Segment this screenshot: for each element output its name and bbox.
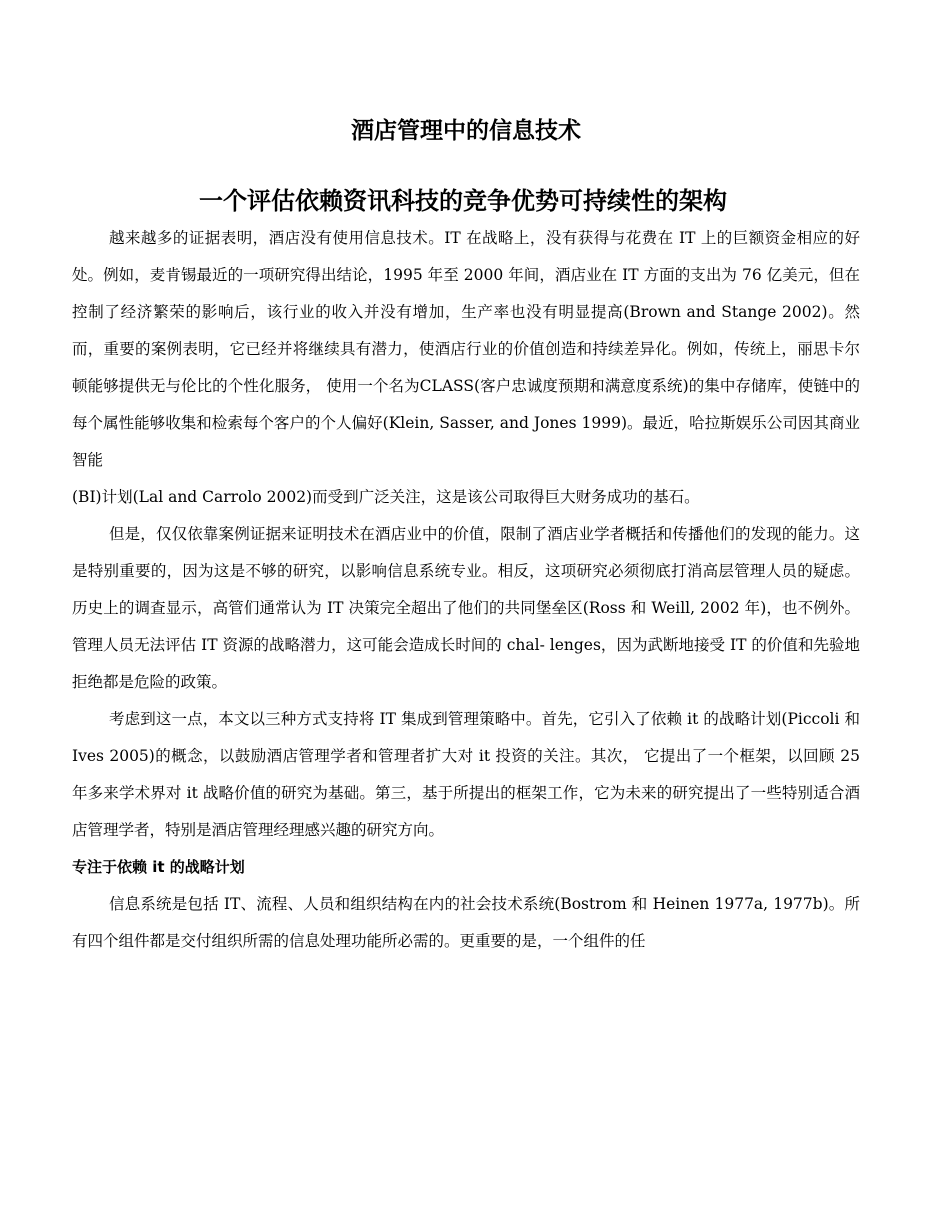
section-heading: 专注于依赖 it 的战略计划 bbox=[72, 858, 245, 876]
paragraph-intro-continued: (BI)计划(Lal and Carrolo 2002)而受到广泛关注，这是该公司取得巨大财务成功的基石。 bbox=[72, 488, 700, 506]
paragraph-information-systems: 信息系统是包括 IT、流程、人员和组织结构在内的社会技术系统(Bostrom 和 Heinen 1977a, 1977b)。所有四个组件都是交付组织所需的信息处理功能所必需的。更重要的是，一个组件的任 bbox=[72, 895, 860, 950]
paragraph-contributions: 考虑到这一点，本文以三种方式支持将 IT 集成到管理策略中。首先，它引入了依赖 it 的战略计划(Piccoli 和Ives 2005)的概念，以鼓励酒店管理学者和管理者扩大对 it 投资的关注。其次， 它提出了一个框架，以回顾 25 年多来学术界对 it 战略价值的研究为基础。第三，基于所提出的框架工作，它为未来的研究提出了一些特别适合酒店管理学者，特别是酒店管理经理感兴趣的研究方向。 bbox=[72, 710, 860, 839]
document-subtitle: 一个评估依赖资讯科技的竞争优势可持续性的架构 bbox=[199, 187, 727, 215]
paragraph-intro: 越来越多的证据表明，酒店没有使用信息技术。IT 在战略上，没有获得与花费在 IT 上的巨额资金相应的好处。例如，麦肯锡最近的一项研究得出结论，1995 年至 2000 年间，酒店业在 IT 方面的支出为 76 亿美元，但在控制了经济繁荣的影响后，该行业的收入并没有增加，生产率也没有明显提高(Brown and Stange 2002)。然而，重要的案例表明，它已经并将继续具有潜力，使酒店行业的价值创造和持续差异化。例如，传统上，丽思卡尔顿能够提供无与伦比的个性化服务， 使用一个名为CLASS(客户忠诚度预期和满意度系统)的集中存储库，使链中的每个属性能够收集和检索每个客户的个人偏好(Klein, Sasser, and Jones 1999)。最近，哈拉斯娱乐公司因其商业智能 bbox=[72, 229, 860, 469]
paragraph-case-evidence: 但是，仅仅依靠案例证据来证明技术在酒店业中的价值，限制了酒店业学者概括和传播他们的发现的能力。这是特别重要的，因为这是不够的研究，以影响信息系统专业。相反，这项研究必须彻底打消高层管理人员的疑虑。历史上的调查显示，高管们通常认为 IT 决策完全超出了他们的共同堡垒区(Ross 和 Weill, 2002 年)，也不例外。管理人员无法评估 IT 资源的战略潜力，这可能会造成长时间的 chal- lenges，因为武断地接受 IT 的价值和先验地拒绝都是危险的政策。 bbox=[72, 525, 860, 691]
document-title: 酒店管理中的信息技术 bbox=[351, 118, 581, 144]
